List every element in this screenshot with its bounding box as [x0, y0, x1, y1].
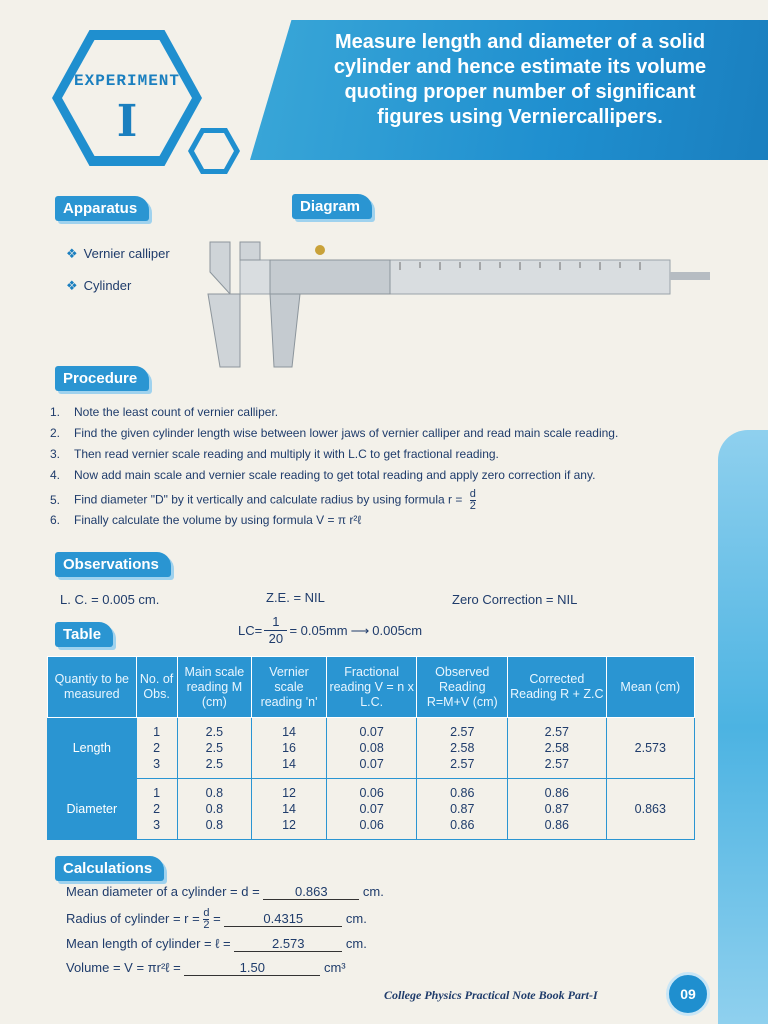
diamond-bullet-icon: ❖	[66, 278, 78, 293]
col-header: Observed Reading R=M+V (cm)	[417, 657, 508, 718]
cell-value: 0.8	[205, 802, 224, 816]
cell-value: 12	[282, 818, 296, 832]
fraction	[470, 489, 476, 512]
fraction-denominator: 2	[469, 500, 476, 512]
experiment-title	[300, 30, 740, 130]
book-footer: College Physics Practical Note Book Part-I	[384, 988, 598, 1002]
cell-value: 2.5	[205, 757, 224, 771]
procedure-heading: Procedure	[55, 366, 149, 391]
apparatus-item-label: Cylinder	[83, 278, 132, 293]
cell-value: 0.07	[359, 802, 384, 816]
cell-value: 14	[282, 757, 296, 771]
procedure-step	[50, 426, 710, 447]
procedure-step	[50, 468, 710, 489]
main-scale-cell	[177, 779, 252, 840]
cell-value: 0.06	[359, 786, 384, 800]
calc-value: 1.50	[184, 960, 320, 976]
fraction-numerator: d	[469, 488, 476, 500]
calc-line	[66, 884, 426, 908]
procedure-step	[50, 489, 710, 513]
cell-value: 2.57	[544, 757, 569, 771]
main-scale-cell	[177, 718, 252, 779]
diamond-bullet-icon: ❖	[66, 246, 78, 261]
observation-table	[47, 656, 695, 840]
zero-error: Z.E. = NIL	[266, 590, 325, 605]
col-header: No. of Obs.	[136, 657, 177, 718]
cell-value: 2.5	[205, 725, 224, 739]
step-number: 2.	[50, 426, 61, 440]
least-count: L. C. = 0.005 cm.	[60, 592, 160, 607]
lc-final: 0.005cm	[372, 623, 423, 638]
cell-value: 0.07	[359, 725, 384, 739]
cell-value: 0.86	[544, 818, 569, 832]
col-header: Main scale reading M (cm)	[177, 657, 252, 718]
cell-value: 14	[282, 802, 296, 816]
cell-value: 1	[153, 725, 161, 739]
observed-cell	[417, 718, 508, 779]
cell-value: 0.06	[359, 818, 384, 832]
arrow-right-icon: ⟶	[350, 622, 370, 638]
lc-denominator: 20	[268, 631, 284, 646]
step-text: Then read vernier scale reading and multiply it with L.C to get fractional reading.	[74, 447, 499, 461]
cell-value: 0.08	[359, 741, 384, 755]
calc-line	[66, 936, 426, 960]
cell-value: 0.8	[205, 786, 224, 800]
diagram-heading: Diagram	[292, 194, 372, 219]
cell-value: 14	[282, 725, 296, 739]
table-heading: Table	[55, 622, 113, 647]
vernier-cell	[252, 718, 327, 779]
cell-value: 2.57	[450, 757, 475, 771]
title-line: figures using Verniercallipers.	[377, 106, 663, 128]
experiment-number: I	[116, 96, 138, 147]
step-text: Finally calculate the volume by using formula V = π r²ℓ	[74, 513, 362, 527]
cell-value: 0.87	[544, 802, 569, 816]
cell-value: 2	[153, 802, 161, 816]
side-decoration	[718, 430, 768, 1024]
zero-correction: Zero Correction = NIL	[452, 592, 578, 607]
step-number: 1.	[50, 405, 61, 419]
observations-heading: Observations	[55, 552, 171, 577]
experiment-label: EXPERIMENT	[73, 72, 180, 90]
cell-value: 2	[153, 741, 161, 755]
calc-value: 0.4315	[224, 911, 342, 927]
lc-result: = 0.05mm	[289, 623, 348, 638]
apparatus-item	[66, 246, 170, 262]
cell-value: 16	[282, 741, 296, 755]
table-row	[48, 779, 695, 840]
vernier-cell	[252, 779, 327, 840]
cell-value: 0.86	[450, 786, 475, 800]
title-line: quoting proper number of significant	[344, 81, 696, 103]
cell-value: 0.87	[450, 802, 475, 816]
step-text: Find diameter "D" by it vertically and calculate radius by using formula r =	[74, 492, 463, 507]
cell-value: 3	[153, 818, 161, 832]
cell-value: 2.58	[544, 741, 569, 755]
calc-label: Volume = V = πr²ℓ =	[66, 960, 181, 975]
calc-line	[66, 960, 426, 984]
lc-fraction	[264, 614, 287, 647]
cell-value: 0.8	[205, 818, 224, 832]
calc-label: Mean length of cylinder = ℓ =	[66, 936, 231, 951]
procedure-list	[50, 405, 710, 534]
calc-label: Radius of cylinder = r =	[66, 910, 200, 926]
calc-unit: cm.	[345, 936, 367, 951]
calc-unit: cm.	[362, 884, 384, 899]
step-text: Now add main scale and vernier scale reading to get total reading and apply zero correction if any.	[74, 468, 596, 482]
page-number: 09	[666, 972, 710, 1016]
calculation-lines	[66, 884, 426, 984]
cell-value: 1	[153, 786, 161, 800]
calc-label: Mean diameter of a cylinder = d =	[66, 884, 260, 899]
apparatus-item	[66, 278, 131, 294]
col-header: Mean (cm)	[606, 657, 694, 718]
col-header: Quantiy to be measured	[48, 657, 137, 718]
cell-value: 12	[282, 786, 296, 800]
cell-value: 0.86	[450, 818, 475, 832]
procedure-step	[50, 447, 710, 468]
mean-cell: 0.863	[606, 779, 694, 840]
corrected-cell	[508, 779, 607, 840]
calc-equals: =	[213, 910, 221, 926]
step-number: 5.	[50, 492, 61, 507]
calc-value: 2.573	[234, 936, 342, 952]
apparatus-heading: Apparatus	[55, 196, 149, 221]
cell-value: 0.07	[359, 757, 384, 771]
vernier-calliper-diagram	[200, 232, 720, 382]
step-text: Note the least count of vernier calliper.	[74, 405, 279, 419]
quantity-cell: Diameter	[48, 779, 137, 840]
cell-value: 2.57	[544, 725, 569, 739]
calc-line	[66, 908, 426, 936]
calc-unit: cm³	[323, 960, 346, 975]
step-number: 3.	[50, 447, 61, 461]
step-number: 6.	[50, 513, 61, 527]
lc-numerator: 1	[264, 614, 287, 631]
col-header: Vernier scale reading 'n'	[252, 657, 327, 718]
corrected-cell	[508, 718, 607, 779]
cell-value: 2.57	[450, 725, 475, 739]
step-number: 4.	[50, 468, 61, 482]
fraction	[203, 908, 209, 931]
fractional-cell	[326, 718, 417, 779]
cell-value: 0.86	[544, 786, 569, 800]
fraction-numerator: d	[203, 907, 210, 919]
calc-unit: cm.	[345, 910, 367, 926]
calculations-heading: Calculations	[55, 856, 164, 881]
obs-cell	[136, 718, 177, 779]
cell-value: 3	[153, 757, 161, 771]
fractional-cell	[326, 779, 417, 840]
table-header-row	[48, 657, 695, 718]
procedure-step	[50, 405, 710, 426]
col-header: Corrected Reading R + Z.C	[508, 657, 607, 718]
procedure-step	[50, 513, 710, 534]
mean-cell: 2.573	[606, 718, 694, 779]
obs-cell	[136, 779, 177, 840]
title-line: cylinder and hence estimate its volume	[333, 56, 707, 78]
step-text: Find the given cylinder length wise between lower jaws of vernier calliper and read main scale reading.	[74, 426, 619, 440]
cell-value: 2.5	[205, 741, 224, 755]
table-row	[48, 718, 695, 779]
col-header: Fractional reading V = n x L.C.	[326, 657, 417, 718]
lc-prefix: LC=	[238, 623, 263, 638]
fraction-denominator: 2	[203, 919, 210, 931]
lc-formula	[238, 614, 422, 647]
calc-value: 0.863	[263, 884, 359, 900]
apparatus-item-label: Vernier calliper	[83, 246, 170, 261]
title-line: Measure length and diameter of a solid	[334, 31, 706, 53]
observed-cell	[417, 779, 508, 840]
cell-value: 2.58	[450, 741, 475, 755]
quantity-cell: Length	[48, 718, 137, 779]
